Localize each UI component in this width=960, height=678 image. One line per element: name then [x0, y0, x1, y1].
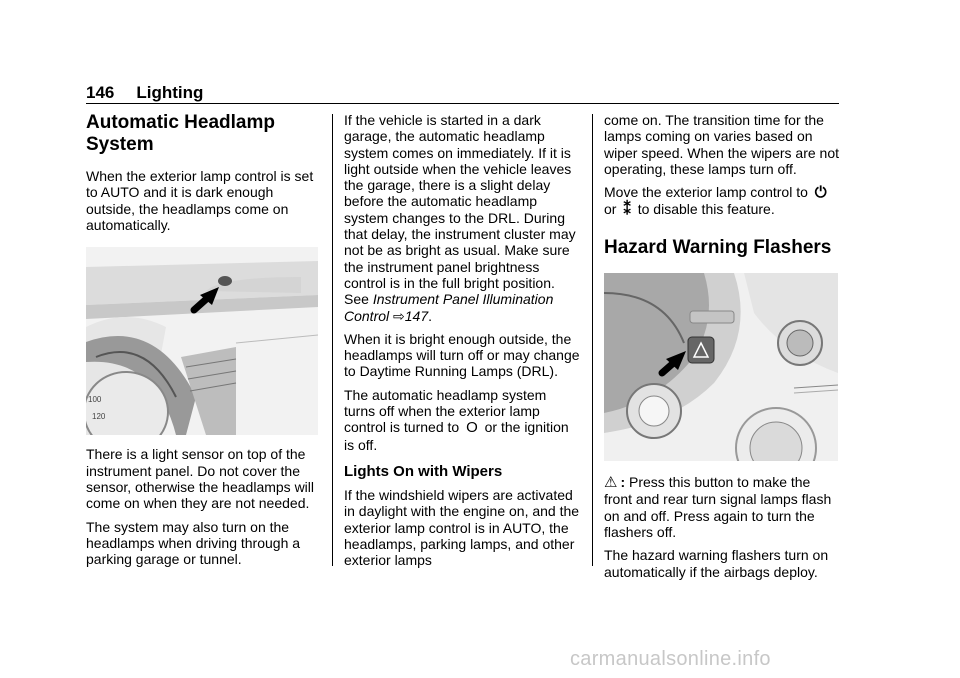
- column-divider-1: [332, 114, 333, 566]
- header-rule: [86, 103, 839, 104]
- instrument-panel-link[interactable]: Instrument Panel Illumination Control: [344, 291, 554, 324]
- auto-off-text-a: The automatic headlamp system turns off when the exterior lamp control is turned to: [344, 386, 547, 436]
- dark-garage-text: If the vehicle is started in a dark garage, the automatic headlamp system comes on immediately. If it is light outside when the vehicle leaves the garage, there is a slight delay before the automatic headlamp system changes to the DRL. During that delay, the instrument cluster may not be as bright as usual. Make sure the instrument panel brightness control is in the full bright position. See: [344, 112, 576, 308]
- page-ref-arrow-icon: ⇨: [393, 307, 405, 324]
- page-number: 146: [86, 83, 115, 102]
- disable-text-a: Move the exterior lamp control to: [604, 184, 808, 201]
- intro-paragraph: When the exterior lamp control is set to AUTO and it is dark enough outside, the headlamps come on automatically.: [86, 168, 314, 233]
- dark-garage-paragraph: If the vehicle is started in a dark garage, the automatic headlamp system comes on immediately. If it is light outside when the vehicle leaves the garage, there is a slight delay before the automatic headlamp system changes to the DRL. During that delay, the instrument cluster may not be as bright as usual. Make sure the instrument panel brightness control is in the full bright position. See Instrument Panel Illumination Control ⇨147.: [344, 112, 576, 324]
- column-3: [604, 112, 840, 587]
- off-symbol-icon: O: [466, 419, 478, 437]
- heading-automatic-headlamp: Automatic Headlamp System: [86, 112, 275, 155]
- hazard-console-drawing: [604, 273, 838, 461]
- column-2: [344, 112, 580, 575]
- wipers-paragraph: If the windshield wipers are activated in daylight with the engine on, and the exterior lamp control is in AUTO, the headlamps, parking lamps, and other exterior lamps: [344, 486, 580, 569]
- hazard-triangle-icon: ⚠: [604, 474, 618, 492]
- watermark: carmanualsonline.info: [570, 648, 771, 670]
- transition-paragraph: come on. The transition time for the lamps coming on varies based on wiper speed. When the wipers are not operating, these lamps turn off.: [604, 112, 840, 177]
- heading-lights-on-wipers: Lights On with Wipers: [344, 462, 503, 480]
- speedo-label-120: 120: [92, 412, 106, 422]
- light-sensor-illustration: [86, 247, 322, 438]
- power-symbol-icon: ⏻: [814, 184, 827, 202]
- disable-text-b: or: [604, 201, 617, 218]
- sensor-paragraph: There is a light sensor on top of the instrument panel. Do not cover the sensor, otherwise the headlamps will come on when they are not needed.: [86, 446, 315, 512]
- garage-paragraph: The system may also turn on the headlamps when driving through a parking garage or tunnel.: [86, 518, 301, 568]
- column-divider-2: [592, 114, 593, 566]
- dashboard-sensor-drawing: [86, 247, 318, 435]
- disable-text-c: to disable this feature.: [637, 201, 775, 218]
- hazard-button-illustration: [604, 273, 840, 464]
- parking-lamp-symbol-icon: ⁑: [623, 201, 631, 219]
- section-title: Lighting: [136, 83, 204, 102]
- hazard-button-text: Press this button to make the front and rear turn signal lamps flash on and off. Press again to turn the flashers off.: [604, 474, 832, 540]
- speedo-label-100: 100: [88, 395, 102, 405]
- column-1: [86, 112, 322, 575]
- page-ref-number[interactable]: 147: [404, 307, 429, 324]
- disable-paragraph: [604, 184, 840, 219]
- hazard-button-paragraph: ⚠ : Press this button to make the front and rear turn signal lamps flash on and off. Press again to turn the flashers off.: [604, 474, 832, 540]
- heading-hazard-flashers: Hazard Warning Flashers: [604, 236, 832, 258]
- running-header: [86, 83, 203, 103]
- auto-off-text-b: or the ignition is off.: [344, 419, 569, 453]
- auto-off-paragraph: [344, 387, 580, 453]
- drl-paragraph: When it is bright enough outside, the headlamps will turn off or may change to Daytime Running Lamps (DRL).: [344, 330, 580, 380]
- airbag-paragraph: The hazard warning flashers turn on automatically if the airbags deploy.: [604, 547, 829, 580]
